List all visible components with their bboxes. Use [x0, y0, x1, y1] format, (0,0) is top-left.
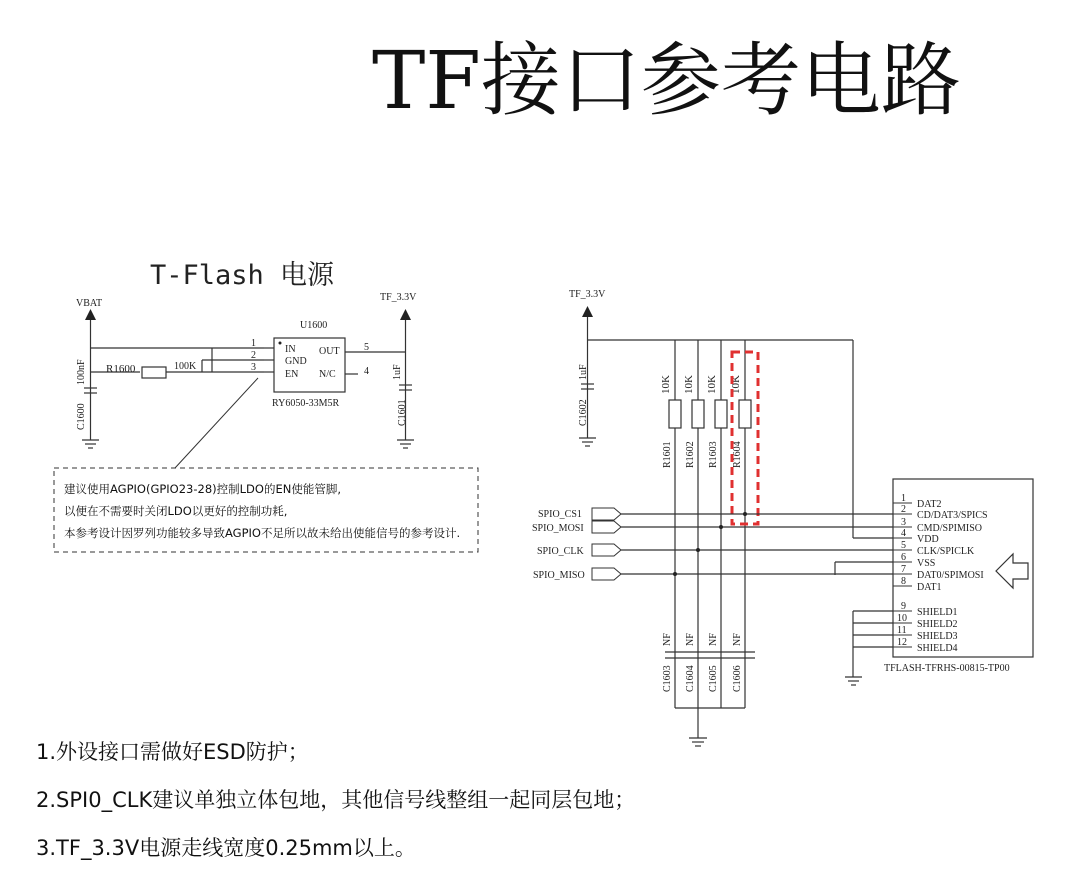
vbat-power-arrow [85, 309, 96, 320]
connector-pin-number: 9 [901, 601, 906, 612]
c1606-value: NF [732, 633, 743, 646]
connector-pin-number: 5 [901, 540, 906, 551]
r1603-value: 10K [706, 375, 718, 394]
signal-port-spio-miso [592, 568, 621, 580]
c1603-value: NF [662, 633, 673, 646]
connector-pin-number: 6 [901, 552, 906, 563]
signal-label-spio-clk: SPIO_CLK [537, 546, 584, 557]
r1604-value: 10K [730, 375, 742, 394]
tf33-power-arrow [400, 309, 411, 320]
signal-port-spio-mosi [592, 521, 621, 533]
r1604-resistor [739, 400, 751, 428]
connector-pin-name: DAT2 [917, 499, 942, 510]
connector-pin-name: DAT1 [917, 582, 942, 593]
r1601-resistor [669, 400, 681, 428]
connector-pin-number: 11 [897, 625, 907, 636]
c1605-value: NF [708, 633, 719, 646]
tf33-label-card: TF_3.3V [569, 289, 606, 300]
connector-pin-name: VDD [917, 534, 939, 545]
connector-pin-name: SHIELD2 [917, 619, 958, 630]
signal-label-spio-miso: SPIO_MISO [533, 570, 585, 581]
design-note-line-1: 建议使用AGPIO(GPIO23-28)控制LDO的EN使能管脚, [64, 482, 341, 496]
signal-port-spio-clk [592, 544, 621, 556]
connector-pin-name: CLK/SPICLK [917, 546, 975, 557]
connector-pin-name: SHIELD4 [917, 643, 958, 654]
signal-port-spio-cs1 [592, 508, 621, 520]
u1600-pin-in: IN [285, 344, 296, 355]
u1600-pin2: 2 [251, 350, 256, 361]
tf33-label-power: TF_3.3V [380, 292, 417, 303]
c1603-ref: C1603 [662, 665, 673, 692]
signal-label-spio-cs1: SPIO_CS1 [538, 509, 582, 520]
connector-pin-number: 8 [901, 576, 906, 587]
r1600-resistor [142, 367, 166, 378]
u1600-pin1: 1 [251, 338, 256, 349]
tf33-card-power-arrow [582, 306, 593, 317]
c1602-ref: C1602 [578, 399, 589, 426]
card-insertion-arrow-icon [996, 554, 1028, 588]
connector-pin-number: 12 [897, 637, 907, 648]
c1606-ref: C1606 [732, 665, 743, 692]
note-esd: 1.外设接口需做好ESD防护； [36, 740, 309, 764]
design-note-line-2: 以便在不需要时关闭LDO以更好的控制功耗, [64, 504, 288, 518]
connector-pin-number: 2 [901, 504, 906, 515]
connector-pin-name: VSS [917, 558, 936, 569]
c1600-ref: C1600 [76, 403, 87, 430]
connector-part-number: TFLASH-TFRHS-00815-TP00 [884, 663, 1010, 674]
r1602-value: 10K [683, 375, 695, 394]
connector-pin-number: 10 [897, 613, 907, 624]
c1604-ref: C1604 [685, 665, 696, 692]
c1604-value: NF [685, 633, 696, 646]
c1601-value: 1uF [392, 364, 403, 380]
ground-symbol [579, 438, 596, 446]
power-section-heading: T-Flash 电源 [150, 260, 335, 291]
c1600-value: 100nF [76, 359, 87, 385]
note-trace-width: 3.TF_3.3V电源走线宽度0.25mm以上。 [36, 836, 416, 860]
u1600-pin-out: OUT [319, 346, 340, 357]
r1600-value: 100K [174, 361, 197, 372]
ground-symbol [82, 440, 99, 448]
connector-pins [893, 493, 988, 654]
connector-pin-number: 3 [901, 517, 906, 528]
u1600-pin-gnd: GND [285, 356, 307, 367]
u1600-ref: U1600 [300, 320, 328, 331]
u1600-part-number: RY6050-33M5R [272, 398, 340, 409]
r1603-ref: R1603 [708, 441, 719, 468]
connector-pin-name: SHIELD3 [917, 631, 958, 642]
note-clk-ground: 2.SPI0_CLK建议单独立体包地，其他信号线整组一起同层包地； [36, 788, 636, 812]
c1602-value: 1uF [578, 364, 589, 380]
c1605-ref: C1605 [708, 665, 719, 692]
u1600-pin3: 3 [251, 362, 256, 373]
page-title: TF接口参考电路 [372, 34, 961, 127]
design-note-line-3: 本参考设计因罗列功能较多导致AGPIO不足所以故未给出使能信号的参考设计. [64, 526, 461, 540]
r1602-ref: R1602 [685, 441, 696, 468]
r1603-resistor [715, 400, 727, 428]
u1600-pin-en: EN [285, 369, 299, 380]
r1600-ref: R1600 [106, 363, 136, 375]
connector-pin-name: CMD/SPIMISO [917, 523, 983, 534]
connector-pin-number: 4 [901, 528, 906, 539]
note-callout-line [175, 378, 258, 468]
signal-label-spio-mosi: SPIO_MOSI [532, 523, 584, 534]
u1600-pin4: 4 [364, 366, 369, 377]
vbat-label: VBAT [76, 298, 103, 309]
connector-pin-name: DAT0/SPIMOSI [917, 570, 984, 581]
c1601-ref: C1601 [397, 399, 408, 426]
connector-pin-number: 1 [901, 493, 906, 504]
connector-pin-number: 7 [901, 564, 906, 575]
ground-symbol [845, 677, 862, 685]
ground-symbol [397, 440, 414, 448]
connector-pin-name: SHIELD1 [917, 607, 958, 618]
ground-symbol [689, 738, 707, 746]
u1600-pin5: 5 [364, 342, 369, 353]
connector-pin-name: CD/DAT3/SPICS [917, 510, 988, 521]
r1601-value: 10K [660, 375, 672, 394]
r1602-resistor [692, 400, 704, 428]
u1600-pin-nc: N/C [319, 369, 336, 380]
r1604-ref: R1604 [732, 441, 743, 468]
r1601-ref: R1601 [662, 441, 673, 468]
